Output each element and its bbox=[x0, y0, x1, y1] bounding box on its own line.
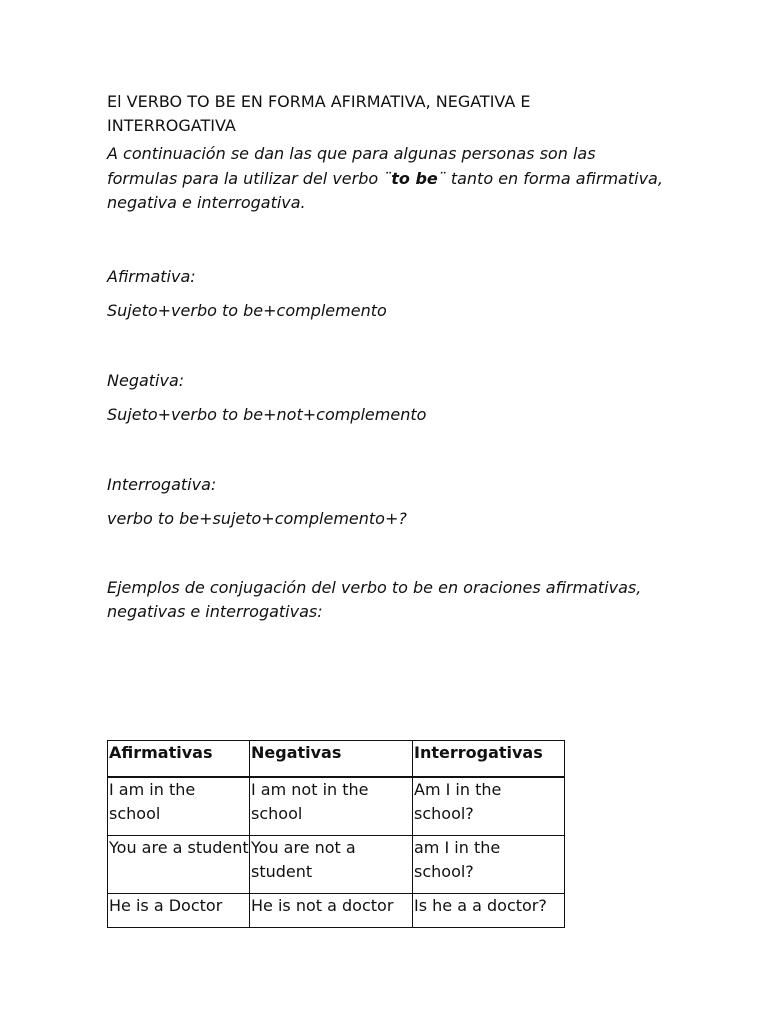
table-cell: I am not in the school bbox=[250, 777, 413, 836]
title-line-2: INTERROGATIVA bbox=[107, 116, 236, 135]
table-cell: You are a student bbox=[108, 836, 250, 894]
examples-paragraph: Ejemplos de conjugación del verbo to be en oraciones afirmativas, negativas e interrogativas: bbox=[107, 578, 642, 621]
table-cell: I am in the school bbox=[108, 777, 250, 836]
table-cell: He is a Doctor bbox=[108, 894, 250, 928]
afirmativa-formula: Sujeto+verbo to be+complemento bbox=[107, 301, 387, 320]
intro-bold-term: to be bbox=[391, 168, 438, 188]
afirmativa-label: Afirmativa: bbox=[107, 267, 196, 286]
table-row bbox=[108, 894, 565, 928]
table-cell: You are not a student bbox=[250, 836, 413, 894]
interrogativa-label: Interrogativa: bbox=[107, 475, 217, 494]
document-page bbox=[107, 90, 667, 915]
table-header-row bbox=[108, 741, 565, 778]
conjugation-table bbox=[107, 740, 565, 928]
page-title bbox=[107, 90, 667, 138]
table-row bbox=[108, 836, 565, 894]
afirmativa-section bbox=[107, 265, 387, 323]
negativa-label: Negativa: bbox=[107, 371, 185, 390]
interrogativa-formula: verbo to be+sujeto+complemento+? bbox=[107, 509, 407, 528]
table-row bbox=[108, 777, 565, 836]
negativa-formula: Sujeto+verbo to be+not+complemento bbox=[107, 405, 427, 424]
table-cell: Am I in the school? bbox=[413, 777, 565, 836]
table-header-cell: Interrogativas bbox=[413, 741, 565, 778]
table-header-cell: Negativas bbox=[250, 741, 413, 778]
intro-text-after: ¨ tanto en forma afirmativa, negativa e interrogativa. bbox=[107, 168, 663, 212]
title-line-1: El VERBO TO BE EN FORMA AFIRMATIVA, NEGATIVA E bbox=[107, 92, 531, 111]
negativa-section bbox=[107, 369, 426, 427]
table-cell: am I in the school? bbox=[413, 836, 565, 894]
intro-text-before: A continuación se dan las que para algunas personas son las formulas para la utilizar del verbo ¨ bbox=[107, 144, 596, 188]
table-header-cell: Afirmativas bbox=[108, 741, 250, 778]
table-cell: Is he a a doctor? bbox=[413, 894, 565, 928]
table-cell: He is not a doctor bbox=[250, 894, 413, 928]
interrogativa-section bbox=[107, 473, 407, 531]
intro-paragraph bbox=[107, 142, 667, 216]
